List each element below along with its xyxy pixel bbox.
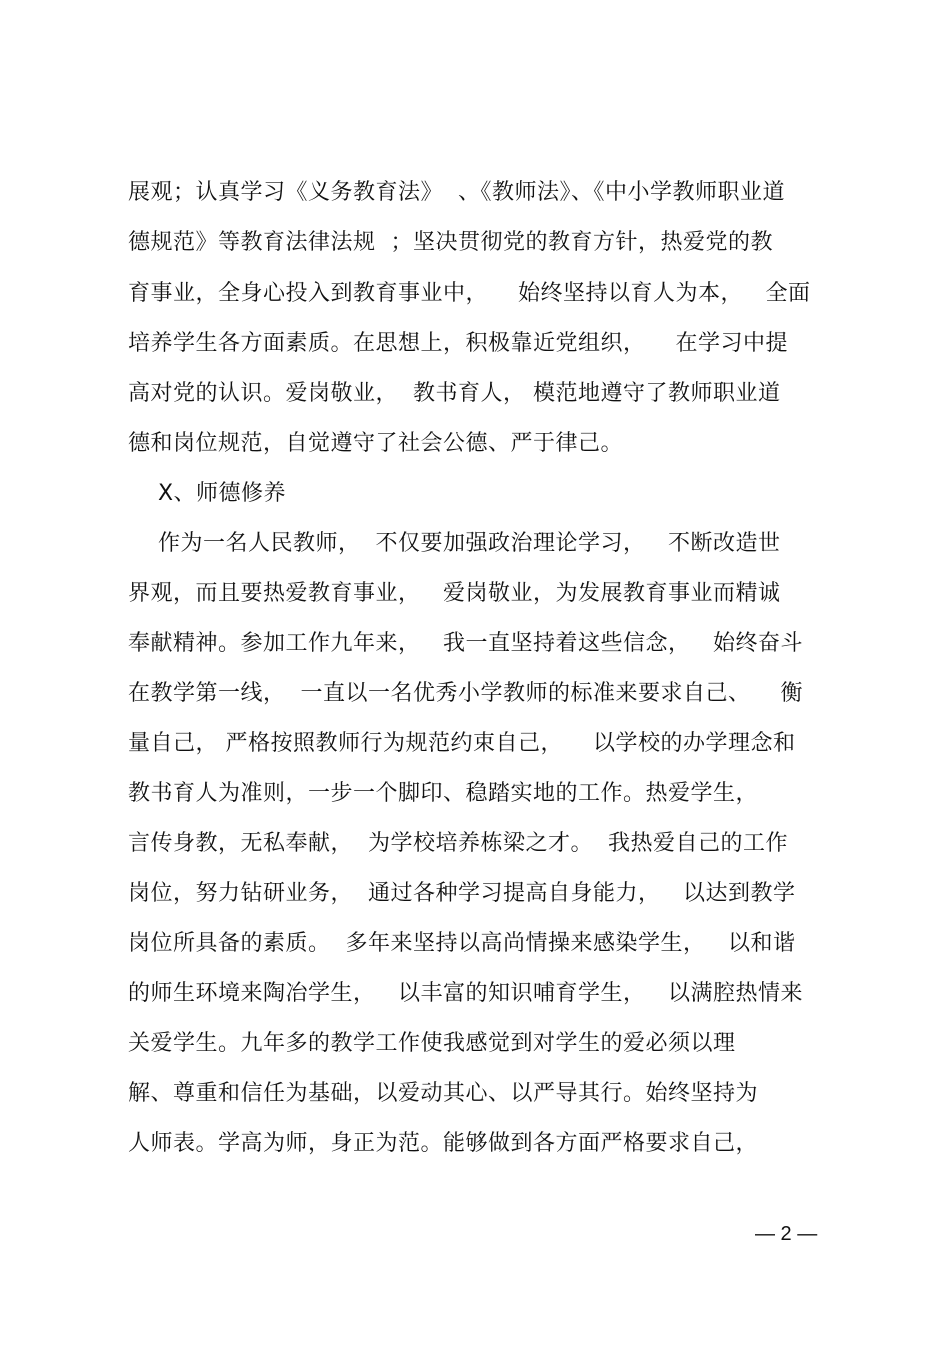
text-line: 言传身教，无私奉献， 为学校培养栋梁之才。 我热爱自己的工作: [128, 831, 788, 856]
text-line: 奉献精神。参加工作九年来， 我一直坚持着这些信念， 始终奋斗: [128, 631, 803, 656]
text-line: 解、尊重和信任为基础，以爱动其心、以严导其行。始终坚持为: [128, 1081, 759, 1106]
text-line: 展观；认真学习《义务教育法》 、《教师法》、《中小学教师职业道: [128, 180, 785, 205]
text-line: 高对党的认识。爱岗敬业， 教书育人， 模范地遵守了教师职业道: [128, 381, 781, 406]
text-line: 德规范》等教育法律法规 ；坚决贯彻党的教育方针，热爱党的教: [128, 230, 773, 255]
text-line: 量自己， 严格按照教师行为规范约束自己， 以学校的办学理念和: [128, 731, 796, 756]
text-line: 关爱学生。九年多的教学工作使我感觉到对学生的爱必须以理: [128, 1031, 736, 1056]
text-line: 的师生环境来陶冶学生， 以丰富的知识哺育学生， 以满腔热情来: [128, 981, 803, 1006]
text-line: 人师表。学高为师，身正为范。能够做到各方面严格要求自己，: [128, 1131, 759, 1156]
text-line: 岗位所具备的素质。 多年来坚持以高尚情操来感染学生， 以和谐: [128, 931, 796, 956]
text-line: 培养学生各方面素质。在思想上，积极靠近党组织， 在学习中提: [128, 331, 788, 356]
text-line: 教书育人为准则，一步一个脚印、稳踏实地的工作。热爱学生，: [128, 781, 759, 806]
text-line: 岗位，努力钻研业务， 通过各种学习提高自身能力， 以达到教学: [128, 881, 796, 906]
text-line: 育事业，全身心投入到教育事业中， 始终坚持以育人为本， 全面: [128, 281, 811, 306]
text-line: 在教学第一线， 一直以一名优秀小学教师的标准来要求自己、 衡: [128, 681, 803, 706]
text-line: 界观，而且要热爱教育事业， 爱岗敬业，为发展教育事业而精诚: [128, 581, 781, 606]
page-number: — 2 —: [755, 1223, 818, 1245]
text-line: 德和岗位规范，自觉遵守了社会公德、严于律己。: [128, 431, 624, 456]
text-line: 作为一名人民教师， 不仅要加强政治理论学习， 不断改造世: [128, 531, 781, 556]
section-heading: X、师德修养: [128, 481, 287, 506]
